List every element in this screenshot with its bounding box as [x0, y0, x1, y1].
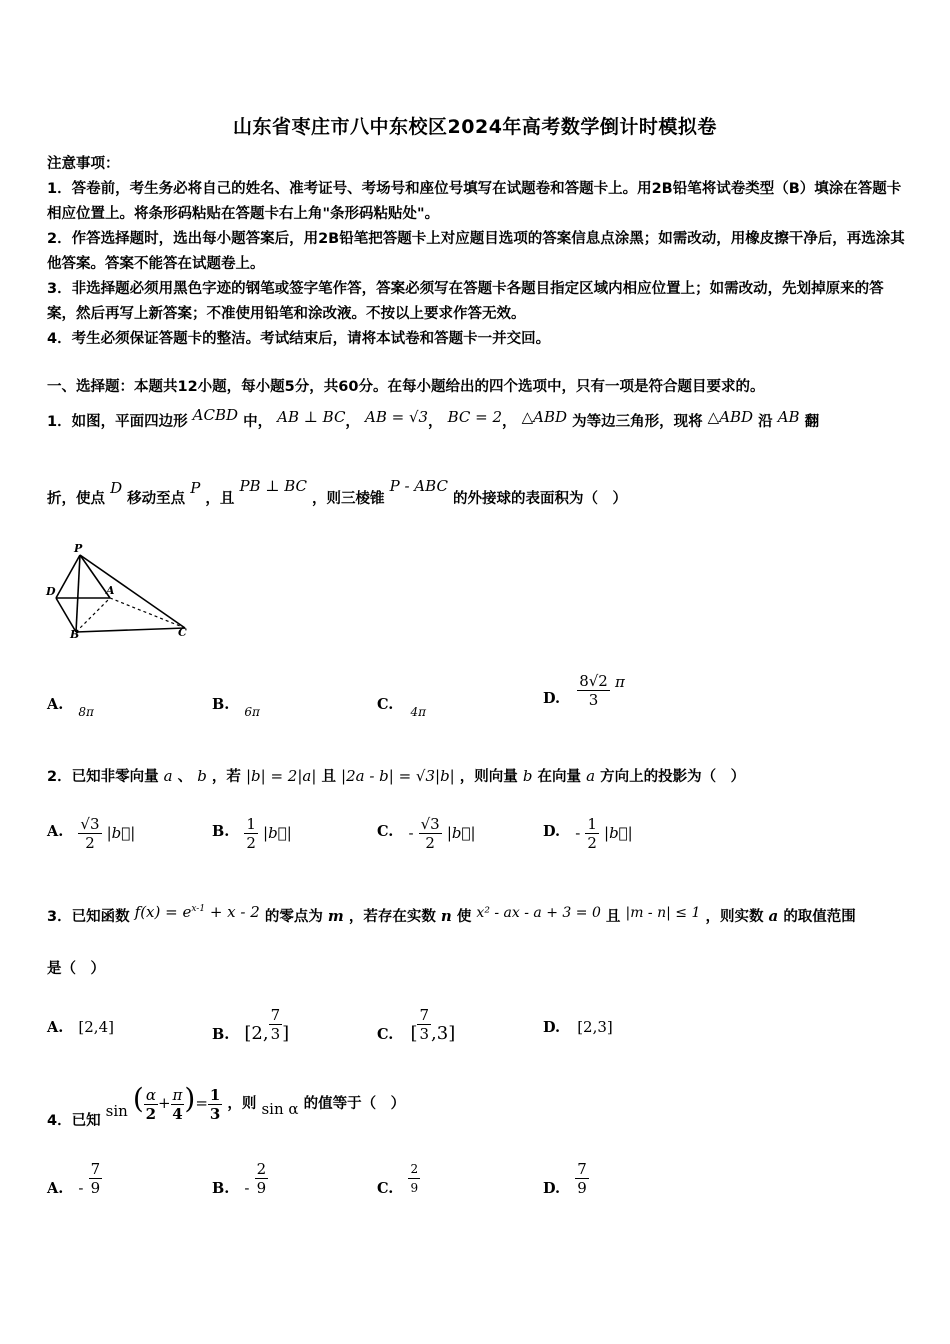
option-label: B.: [212, 696, 230, 713]
q1-math: AB ⊥ BC: [277, 408, 346, 426]
q3-line-1: [47, 905, 856, 926]
option-fraction: [269, 1006, 283, 1043]
q2-math: |b| = 2|a|: [245, 767, 317, 785]
option-label: B.: [212, 1180, 230, 1197]
q1-option-a[interactable]: [47, 694, 94, 719]
q1-option-c[interactable]: [377, 694, 426, 719]
q2-option-a[interactable]: [47, 815, 135, 852]
q4-math: sin α: [261, 1100, 299, 1118]
fraction-numerator: 2: [408, 1160, 420, 1179]
option-value: 4π: [410, 705, 426, 719]
option-label: A.: [47, 823, 64, 840]
q2-option-b[interactable]: [212, 815, 292, 852]
option-tail: π: [614, 673, 625, 691]
q2-text: 2．已知非零向量: [47, 769, 159, 785]
option-label: A.: [47, 696, 64, 713]
option-label: C.: [377, 823, 394, 840]
option-label: A.: [47, 1019, 64, 1036]
notice-item: 4．考生必须保证答题卡的整洁。考试结束后，请将本试卷和答题卡一并交回。: [47, 331, 551, 347]
fraction-denominator: 9: [410, 1181, 419, 1195]
section-heading: 一、选择题：本题共12小题，每小题5分，共60分。在每小题给出的四个选项中，只有一项是符合题目要求的。: [47, 379, 765, 395]
q1-math: PB ⊥ BC: [239, 477, 307, 495]
option-fraction: [585, 815, 599, 852]
edge-ab-dashed: [76, 598, 110, 632]
q1-text: 翻: [804, 414, 820, 430]
edge-pd: [56, 555, 80, 598]
option-fraction: [255, 1160, 269, 1197]
fraction-denominator: 2: [425, 834, 435, 852]
option-fraction: [575, 1160, 589, 1197]
q4-option-a[interactable]: [47, 1160, 102, 1197]
page-title: 山东省枣庄市八中东校区2024年高考数学倒计时模拟卷: [233, 116, 717, 138]
fraction-numerator: 7: [577, 1160, 587, 1178]
q3-option-b[interactable]: [212, 996, 290, 1044]
option-tail: |b⃗|: [106, 824, 136, 842]
q4-line-1: 4．已知 sin ( $\frac{\alpha}{2}$ + $\frac{\pi}{4}$ )= $\frac{1}{3}$ ，则 sin α 的值等于（ ）: [47, 1082, 406, 1129]
option-value: 8π: [78, 705, 94, 719]
fraction-denominator: 2: [587, 834, 597, 852]
q2-math: a: [586, 767, 596, 785]
q3-option-d[interactable]: [543, 1017, 613, 1036]
option-value: [2,4]: [78, 1018, 114, 1036]
fraction-denominator: 3: [419, 1025, 430, 1043]
q3-text: 3．已知函数: [47, 909, 130, 925]
q4-text: 4．已知: [47, 1113, 101, 1129]
q4-option-b[interactable]: [212, 1160, 268, 1197]
q2-text: 且: [321, 769, 336, 785]
q3-math: + x - 2: [205, 903, 260, 921]
option-fraction: [417, 1006, 431, 1043]
interval-left: [2,: [244, 1023, 269, 1044]
edge-db: [56, 598, 76, 632]
q2-option-d[interactable]: [543, 815, 633, 852]
fraction-denominator: 2: [145, 1104, 157, 1123]
q3-text: 的零点为: [264, 909, 323, 925]
fraction-denominator: 9: [577, 1179, 587, 1197]
option-tail: |b⃗|: [446, 824, 476, 842]
q1-math: P - ABC: [389, 477, 448, 495]
label-p: P: [74, 542, 83, 555]
q3-text: 且: [605, 909, 621, 925]
fraction-denominator: 4: [172, 1104, 183, 1123]
q4-option-c[interactable]: [377, 1160, 420, 1197]
q2-text: 在向量: [537, 769, 582, 785]
option-value: [2,3]: [577, 1018, 613, 1036]
q4-math: sin: [105, 1102, 128, 1120]
q3-math: n: [440, 907, 452, 925]
fraction-numerator: 2: [256, 1160, 267, 1178]
option-sign: -: [78, 1179, 84, 1197]
q3-text: ，则实数: [705, 909, 764, 925]
q3-math: m: [327, 907, 344, 925]
q1-text: 的外接球的表面积为（ ）: [452, 491, 627, 507]
option-tail: |b⃗|: [604, 824, 633, 842]
q2-text: ，若: [211, 769, 241, 785]
option-fraction: [408, 1160, 420, 1197]
q3-math: |m - n| ≤ 1: [625, 905, 701, 921]
q3-text: 使: [456, 909, 472, 925]
q4-fraction: [144, 1086, 158, 1123]
option-fraction: [89, 1160, 103, 1197]
option-label: C.: [377, 1026, 394, 1043]
fraction-numerator: 7: [270, 1006, 281, 1024]
q1-math: BC = 2: [447, 408, 503, 426]
option-label: D.: [543, 690, 561, 707]
label-d: D: [46, 585, 56, 598]
option-label: C.: [377, 1180, 394, 1197]
q1-math: AB: [777, 408, 800, 426]
q4-option-d[interactable]: [543, 1160, 589, 1197]
q1-text: 移动至点: [127, 491, 186, 507]
q1-text: 折，使点: [47, 491, 105, 507]
q3-math: a: [768, 907, 779, 925]
option-value: 6π: [244, 705, 260, 719]
q3-math: x² - ax - a + 3 = 0: [476, 905, 601, 921]
fraction-denominator: 3: [588, 691, 599, 709]
interval-left: [: [410, 1023, 418, 1044]
fraction-numerator: 7: [419, 1006, 430, 1024]
label-a: A: [106, 584, 115, 597]
q3-option-c[interactable]: [377, 996, 456, 1044]
q1-text: ，则三棱锥: [312, 491, 385, 507]
q1-text: 为等边三角形，现将: [572, 414, 703, 430]
q1-math: △ABD: [707, 408, 754, 426]
option-sign: -: [244, 1179, 250, 1197]
q1-math: D: [110, 479, 123, 497]
fraction-numerator: 1: [209, 1085, 221, 1104]
option-fraction: [78, 815, 101, 852]
q1-math: AB = √3: [364, 408, 429, 426]
option-fraction: [419, 815, 442, 852]
q2-text: ，则向量: [459, 769, 518, 785]
option-label: C.: [377, 696, 394, 713]
q1-text: 1．如图，平面四边形: [47, 414, 188, 430]
notice-item: 3．非选择题必须用黑色字迹的钢笔或签字笔作答，答案必须写在答题卡各题目指定区域内相应位置上；如需改动，先划掉原来的答案，然后再写上新答案；不准使用铅笔和涂改液。不按以上要求作答无效。: [47, 281, 884, 322]
label-c: C: [178, 626, 187, 639]
q4-fraction: [171, 1086, 185, 1123]
fraction-denominator: 2: [85, 834, 95, 852]
interval-right: ]: [282, 1023, 290, 1044]
q3-math: f(x) = e: [134, 903, 192, 921]
q1-text: 沿: [758, 414, 773, 430]
q1-line-1: 1．如图，平面四边形 ACBD 中， AB ⊥ BC， AB = √3， BC = 2， △ABD 为等边三角形，现将 △ABD 沿 AB 翻: [47, 406, 820, 430]
q3-line-2: 是（ ）: [47, 961, 105, 977]
label-b: B: [70, 628, 80, 640]
q1-text: ，且: [205, 491, 235, 507]
option-label: D.: [543, 1019, 561, 1036]
fraction-numerator: 1: [246, 815, 256, 833]
q1-text: 中，: [243, 414, 273, 430]
q3-text: ，若存在实数: [348, 909, 436, 925]
q4-fraction: [208, 1086, 222, 1123]
notice-block: [47, 152, 907, 352]
option-fraction: [244, 815, 258, 852]
notice-item: 1．答卷前，考生务必将自己的姓名、准考证号、考场号和座位号填写在试题卷和答题卡上。用2B铅笔将试卷类型（B）填涂在答题卡相应位置上。将条形码粘贴在答题卡右上角"条形码粘贴处"。: [47, 181, 902, 222]
option-label: B.: [212, 1026, 230, 1043]
option-label: A.: [47, 1180, 64, 1197]
q2-math: |2a - b| = √3|b|: [341, 767, 455, 785]
q2-line-1: [47, 765, 745, 786]
fraction-numerator: 1: [587, 815, 597, 833]
q2-math: a: [163, 767, 173, 785]
q1-option-b[interactable]: [212, 694, 260, 719]
option-label: B.: [212, 823, 230, 840]
q3-text: 的取值范围: [783, 909, 856, 925]
q2-math: b: [197, 767, 207, 785]
q1-option-d[interactable]: [543, 672, 625, 709]
q2-option-c[interactable]: [377, 815, 476, 852]
q1-math: ACBD: [192, 406, 239, 424]
fraction-denominator: 3: [270, 1025, 281, 1043]
q2-math: b: [522, 767, 533, 785]
fraction-numerator: π: [172, 1085, 183, 1104]
q2-text: 方向上的投影为（ ）: [600, 769, 746, 785]
option-sign: -: [575, 824, 581, 842]
notice-heading: 注意事项：: [47, 156, 120, 172]
pyramid-figure: [44, 540, 194, 640]
option-label: D.: [543, 823, 561, 840]
fraction-numerator: α: [145, 1085, 156, 1104]
option-label: D.: [543, 1180, 561, 1197]
fraction-numerator: √3: [420, 815, 440, 833]
option-fraction: [577, 672, 610, 709]
q1-math: △ABD: [521, 408, 568, 426]
option-sign: -: [408, 824, 414, 842]
edge-pc: [80, 555, 185, 628]
q1-math: P: [190, 479, 201, 497]
q3-option-a[interactable]: [47, 1017, 114, 1036]
q1-line-2: [47, 477, 627, 508]
q2-text: 、: [177, 769, 193, 785]
fraction-denominator: 9: [90, 1179, 101, 1197]
edge-bc: [76, 628, 185, 632]
interval-right: ,3]: [431, 1023, 456, 1044]
q3-exponent: x-1: [191, 904, 206, 915]
edge-pb: [76, 555, 80, 632]
fraction-numerator: √3: [80, 815, 100, 833]
q4-text: ，则: [227, 1096, 257, 1112]
option-tail: |b⃗|: [263, 824, 292, 842]
fraction-numerator: 8√2: [579, 672, 608, 690]
notice-item: 2．作答选择题时，选出每小题答案后，用2B铅笔把答题卡上对应题目选项的答案信息点涂黑；如需改动，用橡皮擦干净后，再选涂其他答案。答案不能答在试题卷上。: [47, 231, 905, 272]
fraction-numerator: 7: [90, 1160, 101, 1178]
q4-text: 的值等于（ ）: [303, 1096, 406, 1112]
fraction-denominator: 9: [256, 1179, 267, 1197]
fraction-denominator: 3: [209, 1104, 221, 1123]
fraction-denominator: 2: [246, 834, 256, 852]
